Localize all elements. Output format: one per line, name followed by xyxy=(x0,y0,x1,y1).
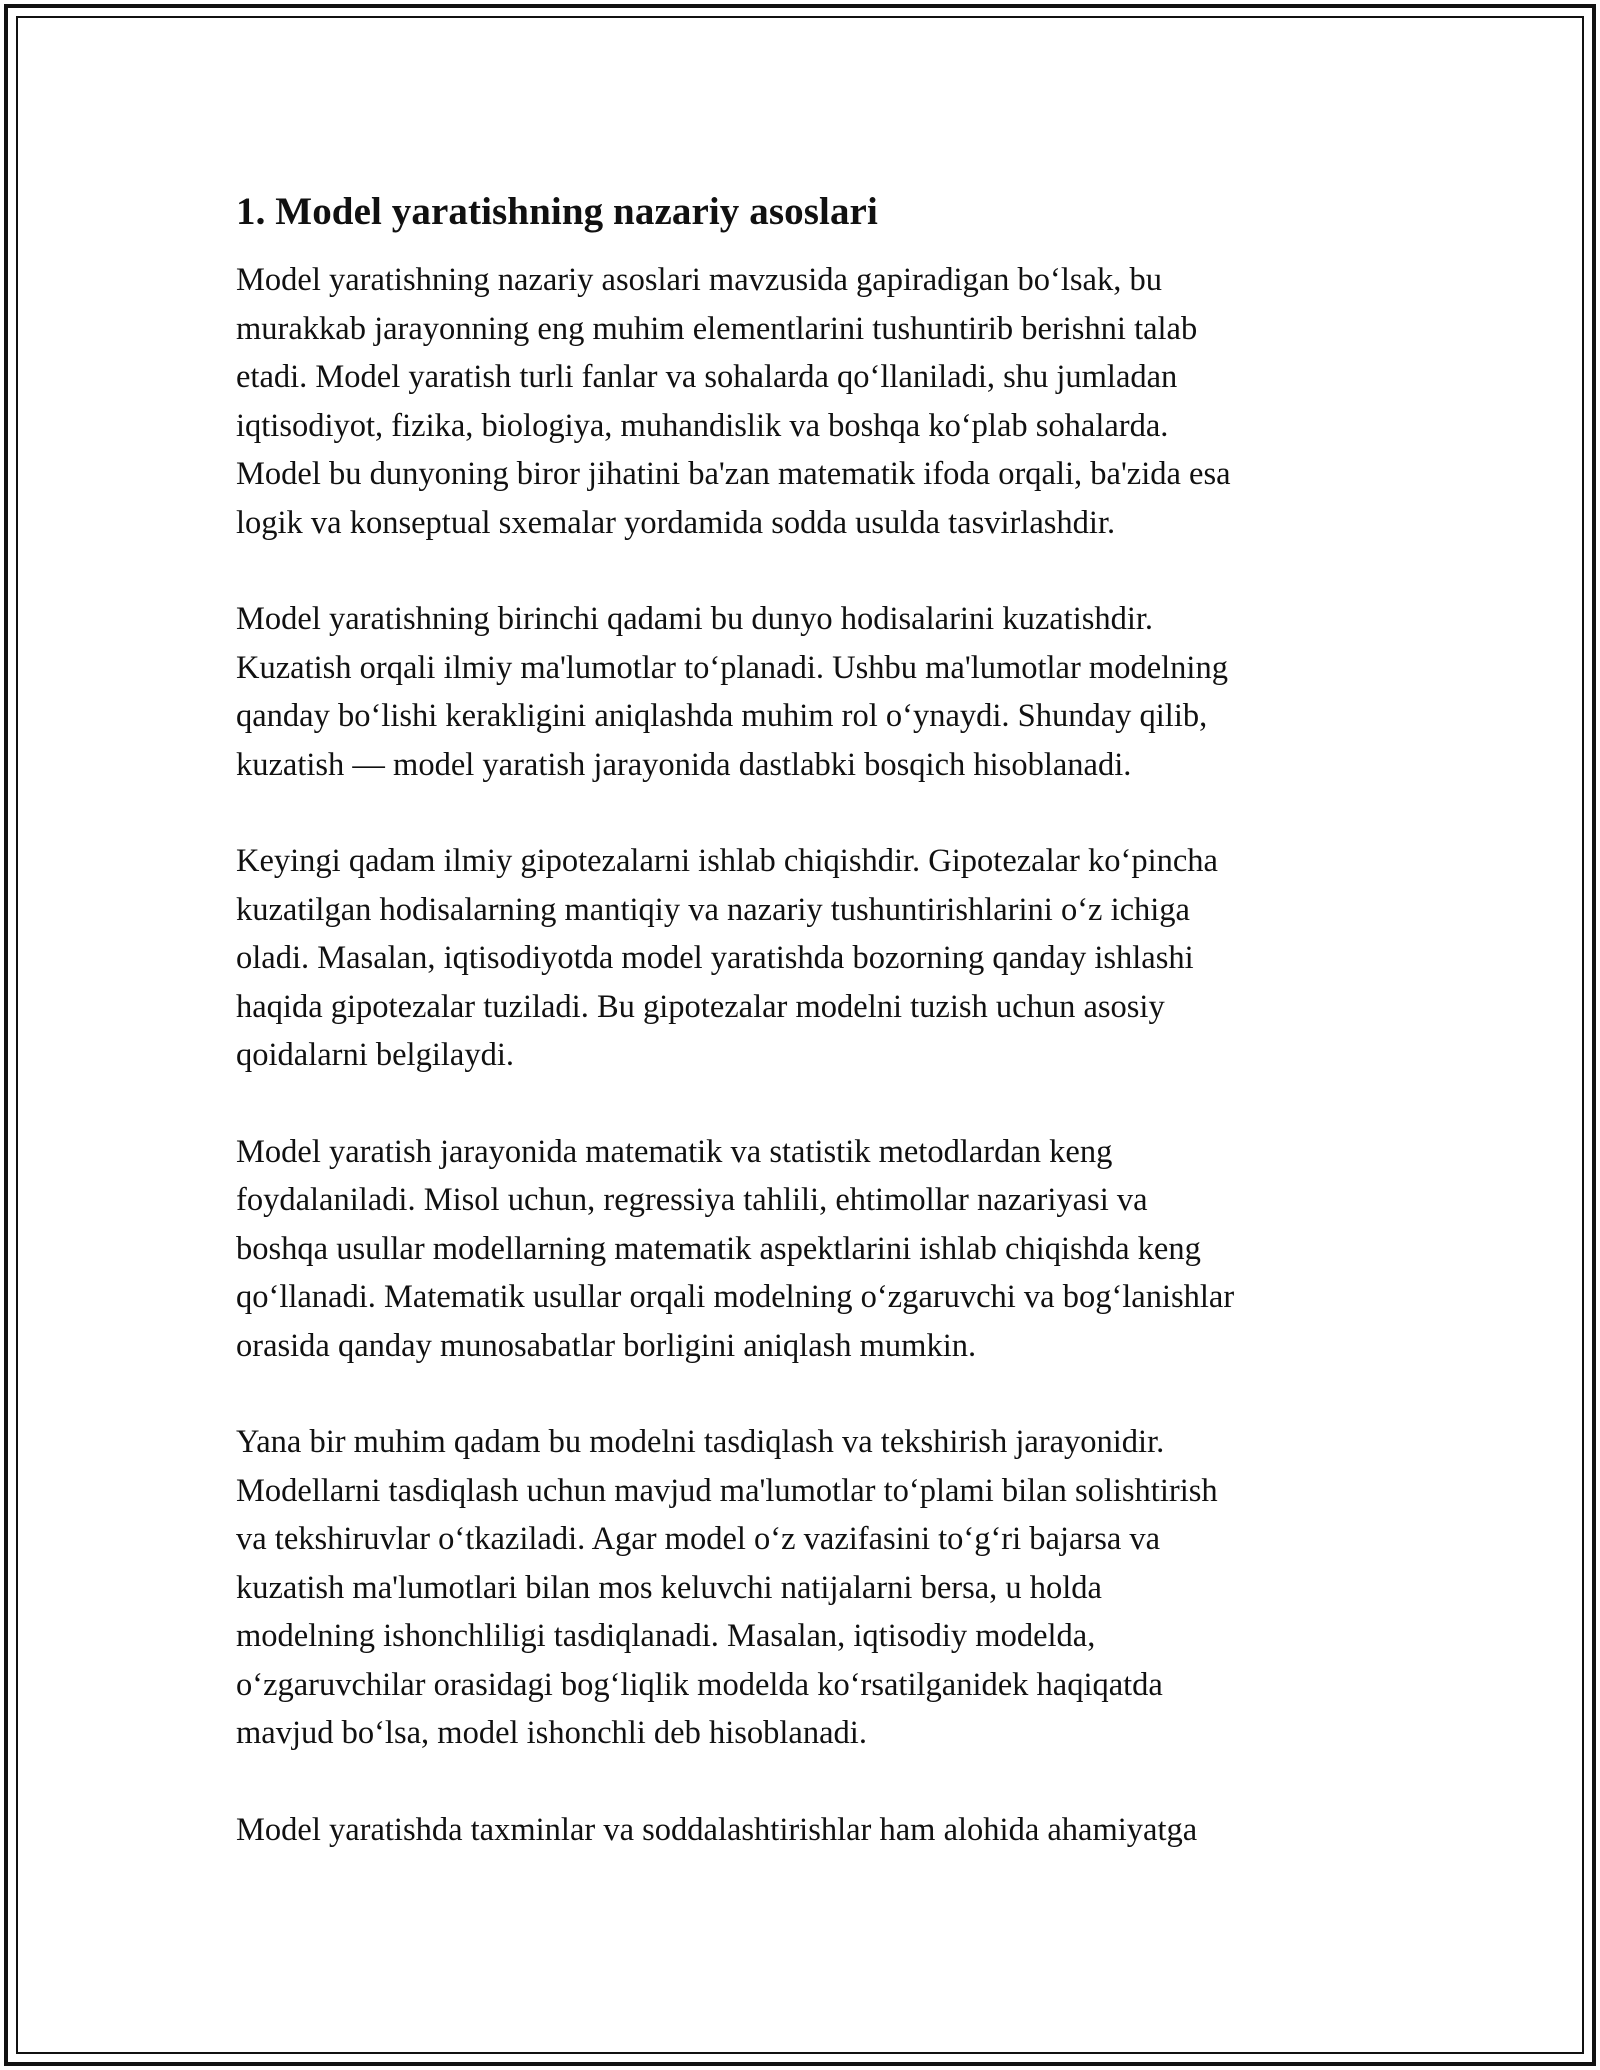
document-body xyxy=(236,186,1366,1902)
text-line: murakkab jarayonning eng muhim elementlarini tushuntirib berishni talab xyxy=(236,310,1198,347)
text-line: etadi. Model yaratish turli fanlar va sohalarda qo‘llaniladi, shu jumladan xyxy=(236,359,1178,395)
text-line: haqida gipotezalar tuziladi. Bu gipotezalar modelni tuzish uchun asosiy xyxy=(236,988,1165,1025)
text-line: kuzatish — model yaratish jarayonida dastlabki bosqich hisoblanadi. xyxy=(236,746,1132,783)
text-line: logik va konseptual sxemalar yordamida sodda usulda tasvirlashdir. xyxy=(236,504,1116,541)
text-line: orasida qanday munosabatlar borligini aniqlash mumkin. xyxy=(236,1327,977,1364)
text-line: Model yaratishda taxminlar va soddalashtirishlar ham alohida ahamiyatga xyxy=(236,1811,1198,1848)
paragraph xyxy=(236,595,1366,789)
text-line: Model yaratish jarayonida matematik va statistik metodlardan keng xyxy=(236,1133,1113,1170)
text-line: Yana bir muhim qadam bu modelni tasdiqlash va tekshirish jarayonidir. xyxy=(236,1424,1165,1460)
text-line: foydalaniladi. Misol uchun, regressiya tahlili, ehtimollar nazariyasi va xyxy=(236,1182,1148,1218)
text-line: kuzatilgan hodisalarning mantiqiy va nazariy tushuntirishlarini o‘z ichiga xyxy=(236,891,1190,928)
section-heading: 1. Model yaratishning nazariy asoslari xyxy=(236,190,878,233)
text-line: va tekshiruvlar o‘tkaziladi. Agar model o‘z vazifasini to‘g‘ri bajarsa va xyxy=(236,1521,1161,1557)
paragraph xyxy=(236,1806,1366,1855)
text-line: Kuzatish orqali ilmiy ma'lumotlar to‘planadi. Ushbu ma'lumotlar modelning xyxy=(236,649,1228,686)
text-line: Model bu dunyoning biror jihatini ba'zan matematik ifoda orqali, ba'zida esa xyxy=(236,456,1231,492)
text-line: Model yaratishning birinchi qadami bu dunyo hodisalarini kuzatishdir. xyxy=(236,601,1154,637)
text-line: Keyingi qadam ilmiy gipotezalarni ishlab chiqishdir. Gipotezalar ko‘pincha xyxy=(236,843,1218,879)
paragraph xyxy=(236,1418,1366,1758)
text-line: Model yaratishning nazariy asoslari mavzusida gapiradigan bo‘lsak, bu xyxy=(236,262,1162,298)
text-line: boshqa usullar modellarning matematik aspektlarini ishlab chiqishda keng xyxy=(236,1230,1201,1267)
paragraph xyxy=(236,837,1366,1080)
text-line: o‘zgaruvchilar orasidagi bog‘liqlik modelda ko‘rsatilganidek haqiqatda xyxy=(236,1666,1163,1703)
text-line: modelning ishonchliligi tasdiqlanadi. Masalan, iqtisodiy modelda, xyxy=(236,1618,1096,1654)
text-line: qo‘llanadi. Matematik usullar orqali modelning o‘zgaruvchi va bog‘lanishlar xyxy=(236,1279,1235,1315)
text-line: Modellarni tasdiqlash uchun mavjud ma'lumotlar to‘plami bilan solishtirish xyxy=(236,1472,1218,1509)
paragraph xyxy=(236,256,1366,547)
text-line: mavjud bo‘lsa, model ishonchli deb hisoblanadi. xyxy=(236,1715,867,1751)
text-line: oladi. Masalan, iqtisodiyotda model yaratishda bozorning qanday ishlashi xyxy=(236,940,1194,976)
paragraph xyxy=(236,1128,1366,1371)
text-line: qoidalarni belgilaydi. xyxy=(236,1037,514,1073)
text-line: qanday bo‘lishi kerakligini aniqlashda muhim rol o‘ynaydi. Shunday qilib, xyxy=(236,698,1208,734)
text-line: kuzatish ma'lumotlari bilan mos keluvchi natijalarni bersa, u holda xyxy=(236,1569,1102,1606)
text-line: iqtisodiyot, fizika, biologiya, muhandislik va boshqa ko‘plab sohalarda. xyxy=(236,407,1169,444)
